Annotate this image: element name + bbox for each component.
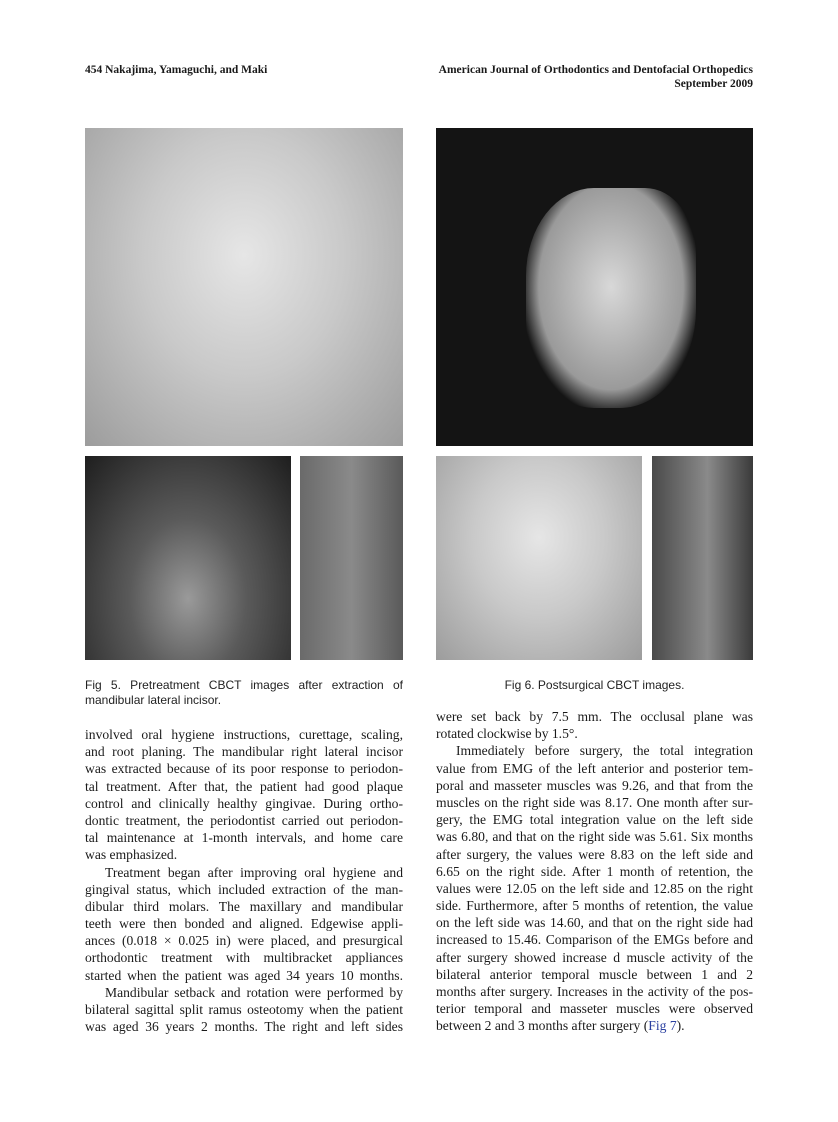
- running-header-left: 454 Nakajima, Yamaguchi, and Maki: [85, 64, 268, 76]
- issue-date: September 2009: [674, 78, 753, 90]
- fig5-caption: Fig 5. Pretreatment CBCT images after extraction of mandibular lateral incisor.: [85, 678, 403, 707]
- fig5-frontal-cbct-image: [85, 128, 403, 446]
- left-column-text: involved oral hygiene instructions, curettage, scaling, and root planing. The mandibular right lateral incisor was extracted because of its poor response to periodon- tal treatment. After that, the patient had good plaque control and clinically healthy gingivae. During ortho- dontic treatment, the periodontist carried out periodon- tal maintenance at 1-month intervals, and home care was emphasized. Treatment began after improving oral hygiene and gingival status, which included extraction of the man- dibular third molars. The maxillary and mandibular teeth were then bonded and aligned. Edgewise appli- ances (0.018 × 0.025 in) were placed, and presurgical orthodontic treatment with multibracket appliances started when the patient was aged 34 years 10 months. Mandibular setback and rotation were performed by bilateral sagittal split ramus osteotomy when the patient was aged 36 years 2 months. The right and left sides: [85, 727, 403, 1035]
- fig5-axial-ct-image: [85, 456, 291, 660]
- running-header-right: [439, 63, 753, 91]
- fig6-3d-skull-image: [436, 128, 753, 446]
- fig6-sagittal-ct-image: [652, 456, 753, 660]
- fig6-frontal-cbct-image: [436, 456, 642, 660]
- right-column-text: were set back by 7.5 mm. The occlusal plane was rotated clockwise by 1.5°. Immediately before surgery, the total integration value from EMG of the left anterior and posterior tem- poral and masseter muscles was 9.26, and that from the muscles on the right side was 8.17. One month after sur- gery, the EMG total integration value on the left side was 6.80, and that on the right side was 5.61. Six months after surgery, the values were 8.83 on the left side and 6.65 on the right side. After 1 month of retention, the values were 12.05 on the left side and 12.85 on the right side. Furthermore, after 5 months of retention, the value on the left side was 14.60, and that on the right side had increased to 15.46. Comparison of the EMGs before and after surgery showed increase d muscle activity of the bilateral anterior temporal muscle between 1 and 2 months after surgery. Increases in the activity of the pos- terior temporal and masseter muscles were observed between 2 and 3 months after surgery (Fig 7).: [436, 709, 753, 1034]
- journal-title: American Journal of Orthodontics and Dentofacial Orthopedics: [438, 64, 753, 76]
- fig5-sagittal-ct-image: [300, 456, 403, 660]
- fig6-caption: Fig 6. Postsurgical CBCT images.: [504, 678, 685, 692]
- fig7-link[interactable]: Fig 7: [648, 1018, 677, 1034]
